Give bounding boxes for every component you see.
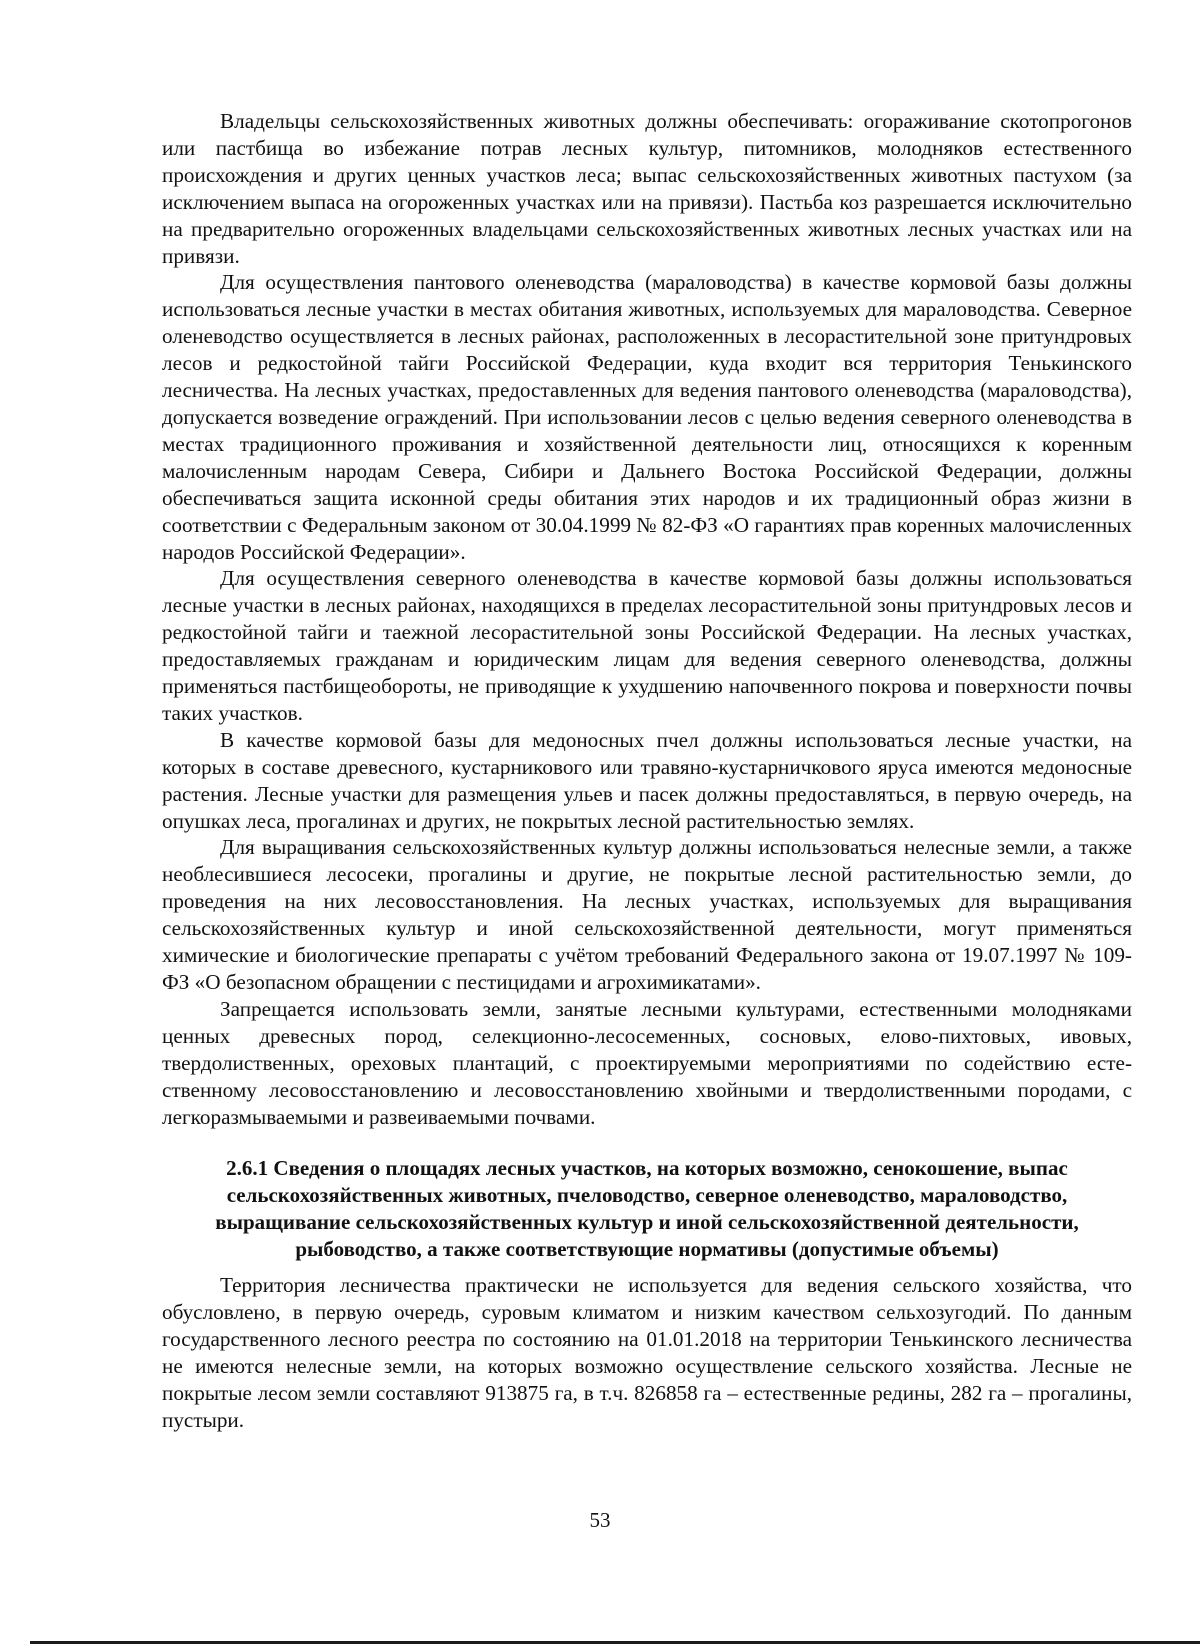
paragraph-beekeeping: В качестве кормовой базы для медоносных пчел должны использоваться лесные участки, на которых в составе древесного, кустарникового или травяно-кустарничкового яруса имеются медоносные растения. Лесные участки для размещения ульев и пасек должны предоставляться, в первую очередь, на опушках леса, прогалинах и других, не покрытых лесной растительностью землях. <box>162 727 1132 833</box>
paragraph-prohibited-lands: Запрещается использовать земли, занятые лесными культурами, естественными молодняками ценных древесных пород, селекционно-лесосеменных, сосновых, елово-пихтовых, ивовых, твердолиственных, ореховых плантаций, с проектируемыми мероприятиями по содействию естественному лесовосстановлению и лесовосстановлению хвойными и твердолиственными породами, с легкоразмываемыми и развеиваемыми почвами. <box>162 996 1132 1129</box>
page-number: 53 <box>589 1508 611 1532</box>
paragraph-crop-cultivation: Для выращивания сельскохозяйственных культур должны использоваться нелесные земли, а также необлесившиеся лесосеки, прогалины и другие, не покрытые лесной растительностью земли, до проведения на них лесовосстановления. На лесных участках, используемых для выращивания сельскохозяйственных культур и иной сельскохозяйственной деятельности, могут применяться химические и биологические препараты с учётом требований Федерального закона от 19.07.1997 № 109-ФЗ «О безопасном обращении с пестицидами и агрохимикатами». <box>162 835 1132 994</box>
paragraph-territory-usage: Территория лесничества практически не используется для ведения сельского хозяйства, что обусловлено, в первую очередь, суровым климатом и низким качеством сельхозугодий. По данным государственного лесного реестра по состоянию на 01.01.2018 на территории Тенькинского лесничества не имеются нелесные земли, на которых возможно осуществление сельского хозяйства. Лесные не покрытые лесом земли составляют 913875 га, в т.ч. 826858 га – естественные редины, 282 га – прогалины, пустыри. <box>162 1273 1132 1432</box>
paragraph-northern-reindeer-herding: Для осуществления северного оленеводства в качестве кормовой базы должны использоваться лесные участки в лесных районах, находящихся в пределах лесорастительной зоны притундровых лесов и редкостойной тайги и таежной лесорастительной зоны Российской Федерации. На лесных участках, предоставляемых гражданам и юридическим лицам для ведения северного оленеводства, должны применяться пастбищеобороты, не приводящие к ухудшению напочвенного покрова и поверхности почвы таких участков. <box>162 566 1132 725</box>
bottom-divider <box>30 1641 1200 1644</box>
paragraph-antler-reindeer-herding: Для осуществления пантового оленеводства (мараловодства) в качестве кормовой базы должны использоваться лесные участки в местах обитания животных, используемых для мараловодства. Северное оленеводство осуществляется в лесных районах, расположенных в лесорастительной зоне притундровых лесов и редкостойной тайги Российской Федерации, куда входит вся территория Тенькинского лесничества. На лесных участках, предоставленных для ведения пантового оленеводства (мараловодства), допускается возведение ограждений. При использовании лесов с целью ведения северного оленеводства в местах традиционного проживания и хозяйственной деятельности лиц, относящихся к коренным малочисленным народам Севера, Сибири и Дальнего Востока Российской Федерации, должны обеспечиваться защита исконной среды обитания этих народов и их традиционный образ жизни в соответствии с Федеральным законом от 30.04.1999 № 82-ФЗ «О гарантиях прав коренных малочисленных народов Российской Федерации». <box>162 270 1132 564</box>
section-heading: 2.6.1 Сведения о площадях лесных участков, на которых возможно, сенокошение, выпас сельскохозяйственных животных, пчеловодство, северное оленеводство, мараловодство, выращивание сельскохозяйственных культур и иной сельскохозяйственной деятельности, рыбоводство, а также соответствующие нормативы (допустимые объемы) <box>215 1156 1079 1262</box>
paragraph-livestock-owners: Владельцы сельскохозяйственных животных должны обеспечивать: огораживание скотопрогонов или пастбища во избежание потрав лесных культур, питомников, молодняков естественного происхождения и других ценных участков леса; выпас сельскохозяйственных животных пастухом (за исключением выпаса на огороженных участках или на привязи). Пастьба коз разрешается исключительно на предварительно огороженных владельцами сельскохозяйственных животных лесных участках или на привязи. <box>162 109 1132 268</box>
page-body <box>162 108 1132 1434</box>
